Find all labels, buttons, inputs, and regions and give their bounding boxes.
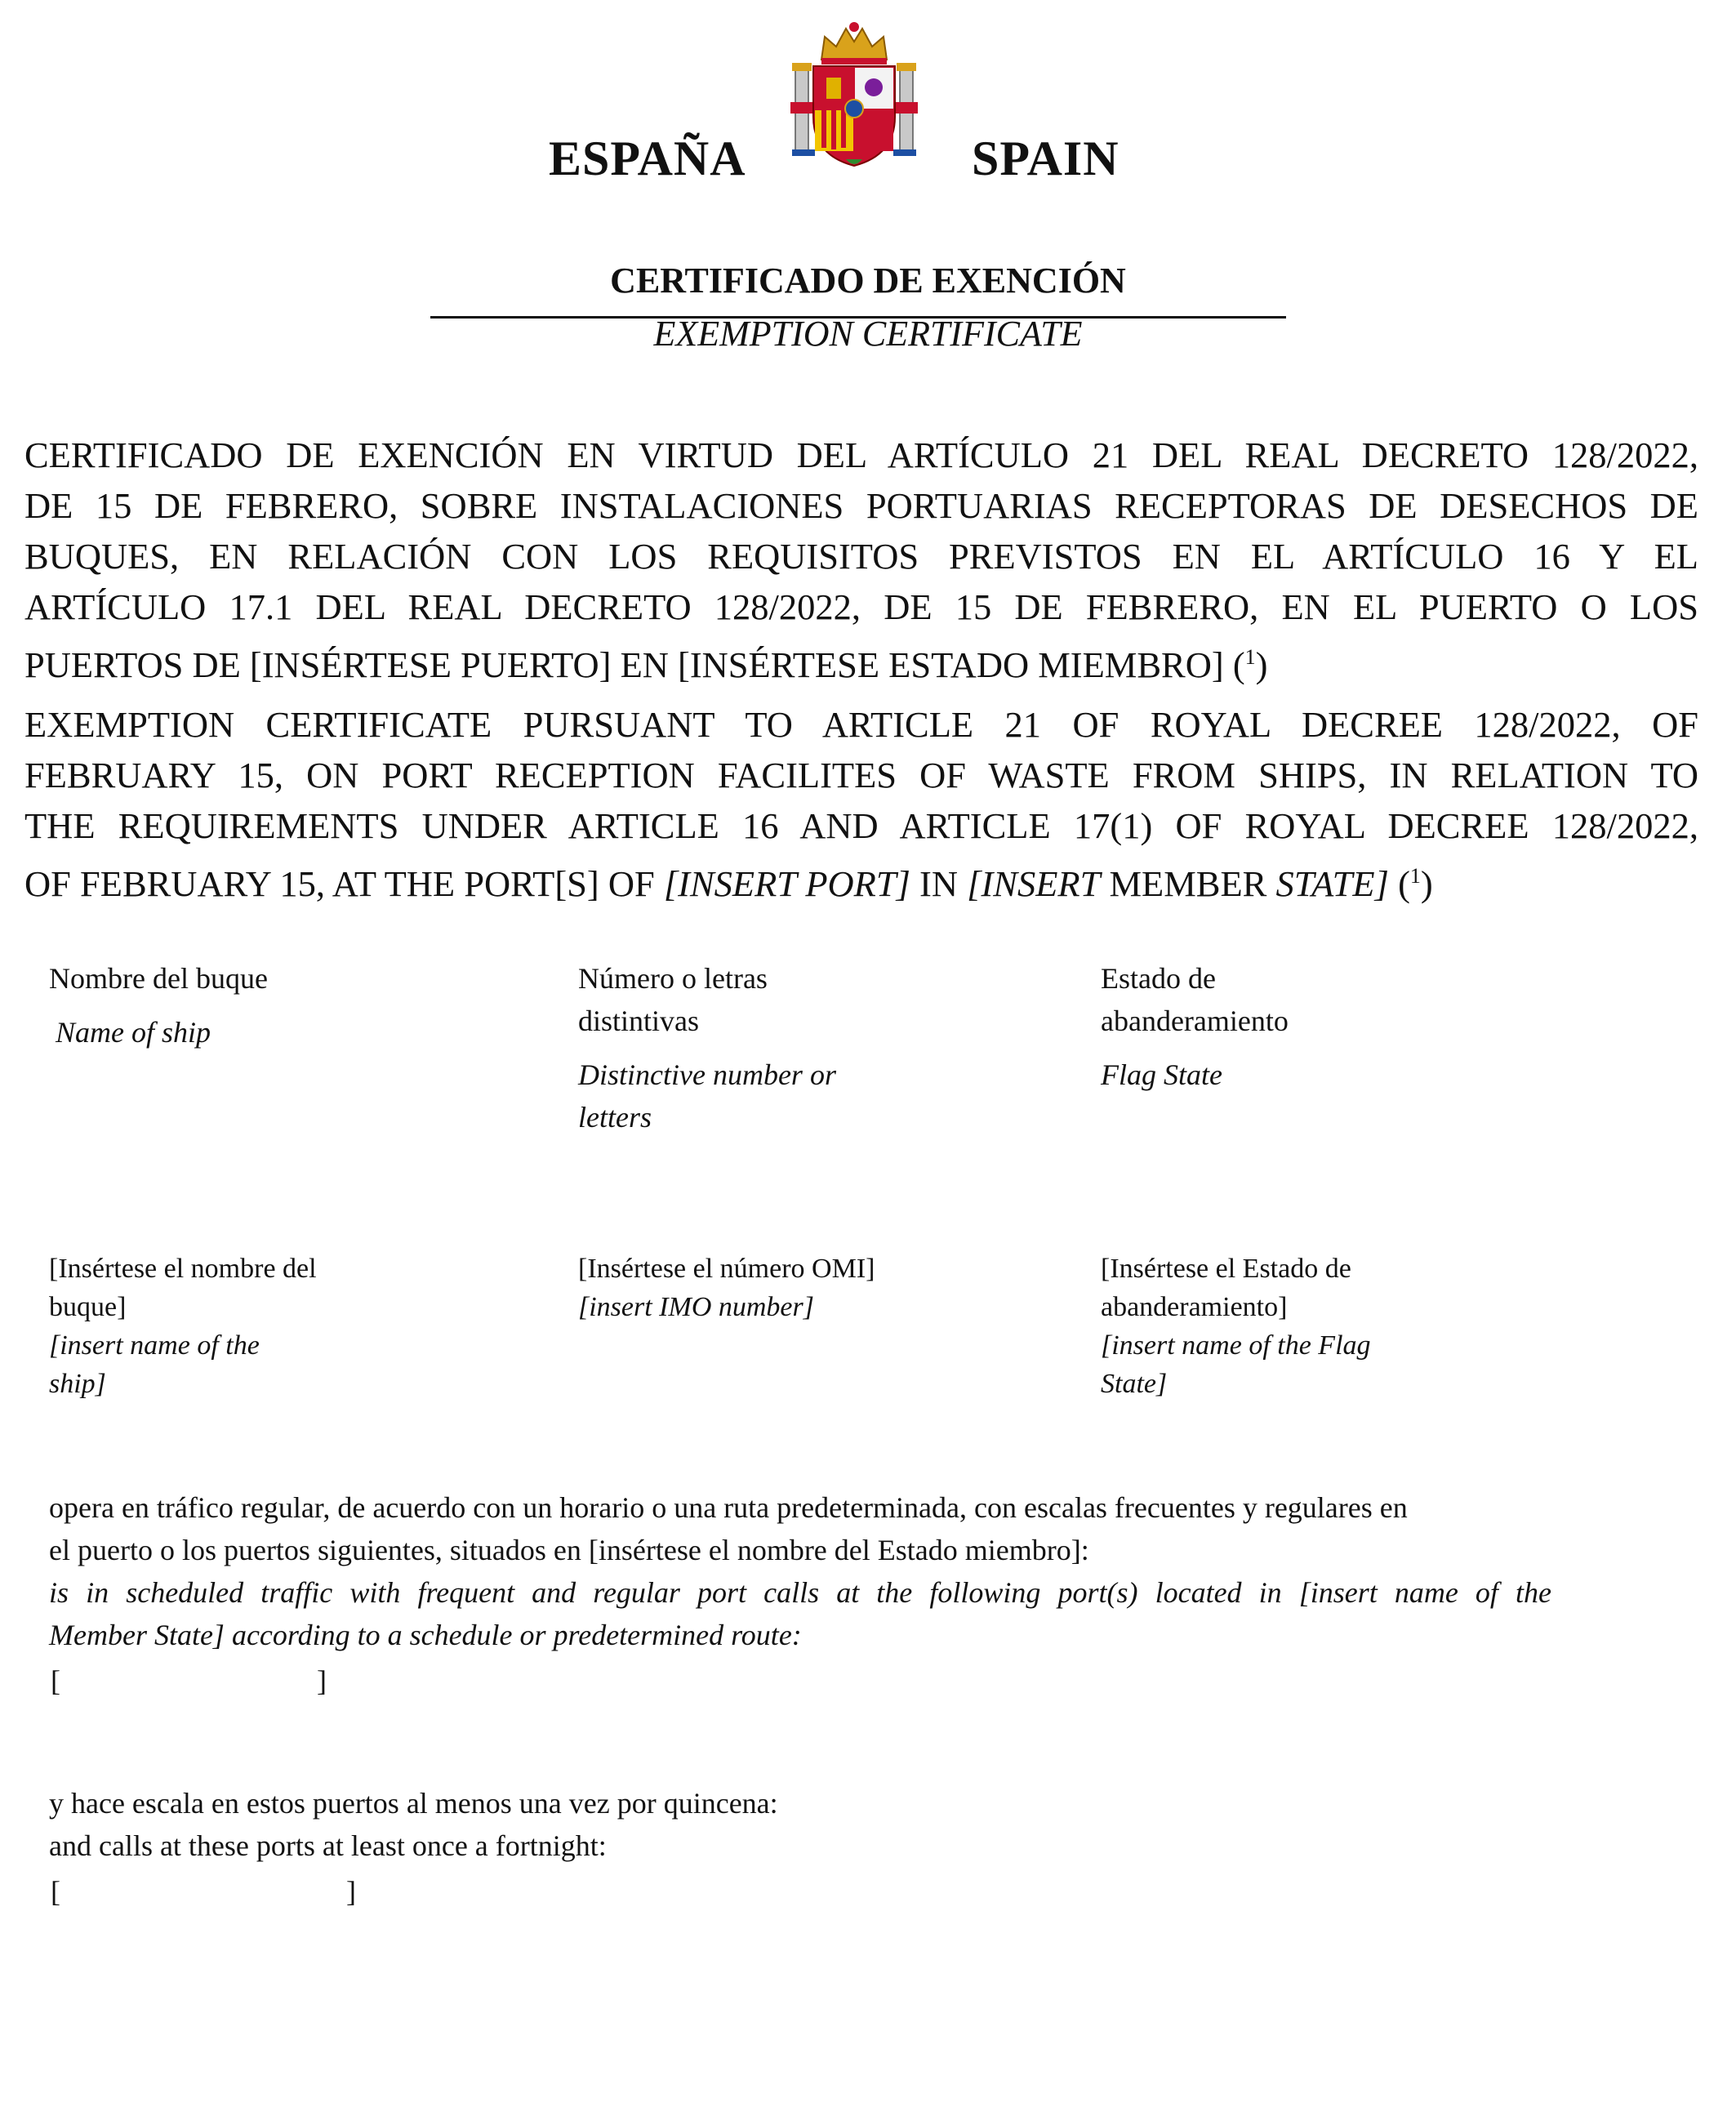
label-flag-state <box>1101 957 1591 1096</box>
intro-en-text: OF FEBRUARY 15, AT THE PORT[S] OF <box>24 862 664 904</box>
value-ship-name-es: buque] <box>49 1292 127 1322</box>
traffic-en-line: Member State] according to a schedule or predetermined route: <box>49 1619 802 1651</box>
footnote-ref: 1 <box>1409 864 1421 888</box>
value-imo-es: [Insértese el número OMI] <box>578 1254 875 1284</box>
intro-es-line: CERTIFICADO DE EXENCIÓN EN VIRTUD DEL ARTÍCULO 21 DEL REAL DECRETO 128/2022, <box>24 434 1698 475</box>
value-ship-name-es: [Insértese el nombre del <box>49 1254 317 1284</box>
label-distinctive-en: letters <box>578 1101 652 1134</box>
fortnight-en: and calls at these ports at least once a fortnight: <box>49 1829 607 1862</box>
intro-es-last-line <box>24 632 1698 690</box>
value-imo-number <box>578 1250 1068 1326</box>
traffic-es-line: el puerto o los puertos siguientes, situados en [insértese el nombre del Estado miembro]: <box>49 1534 1089 1566</box>
fortnight-field-close: ] <box>346 1875 356 1908</box>
label-flag-state-es: Estado de <box>1101 962 1216 995</box>
label-ship-name-en: Name of ship <box>56 1016 211 1049</box>
title-spanish: CERTIFICADO DE EXENCIÓN <box>610 261 1126 301</box>
label-distinctive-es: Número o letras <box>578 962 768 995</box>
traffic-en-line: is in scheduled traffic with frequent and regular port calls at the following port(s) located in [insert name of the <box>49 1576 1551 1609</box>
value-ship-name <box>49 1250 506 1403</box>
intro-es-line: BUQUES, EN RELACIÓN CON LOS REQUISITOS PREVISTOS EN EL ARTÍCULO 16 Y EL <box>24 536 1698 577</box>
value-flag-state <box>1101 1250 1591 1403</box>
value-flag-state-en: State] <box>1101 1369 1168 1399</box>
intro-en-line: FEBRUARY 15, ON PORT RECEPTION FACILITES OF WASTE FROM SHIPS, IN RELATION TO <box>24 755 1698 795</box>
intro-en-text: IN <box>910 862 968 904</box>
label-distinctive-en: Distinctive number or <box>578 1058 836 1091</box>
value-flag-state-en: [insert name of the Flag <box>1101 1330 1371 1361</box>
ports-field-close: ] <box>317 1664 327 1697</box>
title-english: EXEMPTION CERTIFICATE <box>653 314 1083 354</box>
label-distinctive-number <box>578 957 1035 1138</box>
value-ship-name-en: ship] <box>49 1369 106 1399</box>
label-ship-name-es: Nombre del buque <box>49 962 268 995</box>
label-flag-state-en: Flag State <box>1101 1058 1222 1091</box>
traffic-es-line: opera en tráfico regular, de acuerdo con un horario o una ruta predeterminada, con escalas frecuentes y regulares en <box>49 1491 1408 1524</box>
intro-paragraph-es <box>24 430 1698 690</box>
traffic-paragraph <box>49 1486 1551 1656</box>
value-flag-state-es: abanderamiento] <box>1101 1292 1288 1322</box>
header-spain-es: ESPAÑA <box>549 131 746 185</box>
intro-es-last-text: PUERTOS DE [INSÉRTESE PUERTO] EN [INSÉRTESE ESTADO MIEMBRO] ( <box>24 644 1245 685</box>
intro-paragraph-en <box>24 699 1698 909</box>
intro-es-line: ARTÍCULO 17.1 DEL REAL DECRETO 128/2022, DE 15 DE FEBRERO, EN EL PUERTO O LOS <box>24 586 1698 627</box>
intro-en-text: MEMBER <box>1100 862 1276 904</box>
value-imo-en: [insert IMO number] <box>578 1292 814 1322</box>
insert-placeholder: [INSERT <box>967 862 1101 904</box>
footnote-ref: 1 <box>1244 645 1256 669</box>
value-flag-state-es: [Insértese el Estado de <box>1101 1254 1351 1284</box>
insert-port-placeholder: [INSERT PORT] <box>663 862 910 904</box>
intro-es-close: ) <box>1255 644 1268 685</box>
intro-en-close: ) <box>1420 862 1433 904</box>
fortnight-field-open: [ <box>51 1875 60 1908</box>
intro-en-line: EXEMPTION CERTIFICATE PURSUANT TO ARTICLE 21 OF ROYAL DECREE 128/2022, OF <box>24 704 1698 745</box>
coat-of-arms-of-spain-icon <box>789 20 919 172</box>
label-ship-name <box>49 957 506 1054</box>
label-flag-state-es: abanderamiento <box>1101 1005 1289 1037</box>
intro-en-text: ( <box>1388 862 1410 904</box>
fortnight-paragraph <box>49 1782 1551 1867</box>
header-spain-en: SPAIN <box>972 131 1119 185</box>
intro-es-line: DE 15 DE FEBRERO, SOBRE INSTALACIONES PORTUARIAS RECEPTORAS DE DESECHOS DE <box>24 485 1698 526</box>
ports-field-open: [ <box>51 1664 60 1697</box>
intro-en-last-line <box>24 851 1698 909</box>
value-ship-name-en: [insert name of the <box>49 1330 260 1361</box>
fortnight-es: y hace escala en estos puertos al menos una vez por quincena: <box>49 1787 778 1820</box>
intro-en-line: THE REQUIREMENTS UNDER ARTICLE 16 AND ARTICLE 17(1) OF ROYAL DECREE 128/2022, <box>24 805 1698 846</box>
state-placeholder: STATE] <box>1275 862 1389 904</box>
label-distinctive-es: distintivas <box>578 1005 700 1037</box>
